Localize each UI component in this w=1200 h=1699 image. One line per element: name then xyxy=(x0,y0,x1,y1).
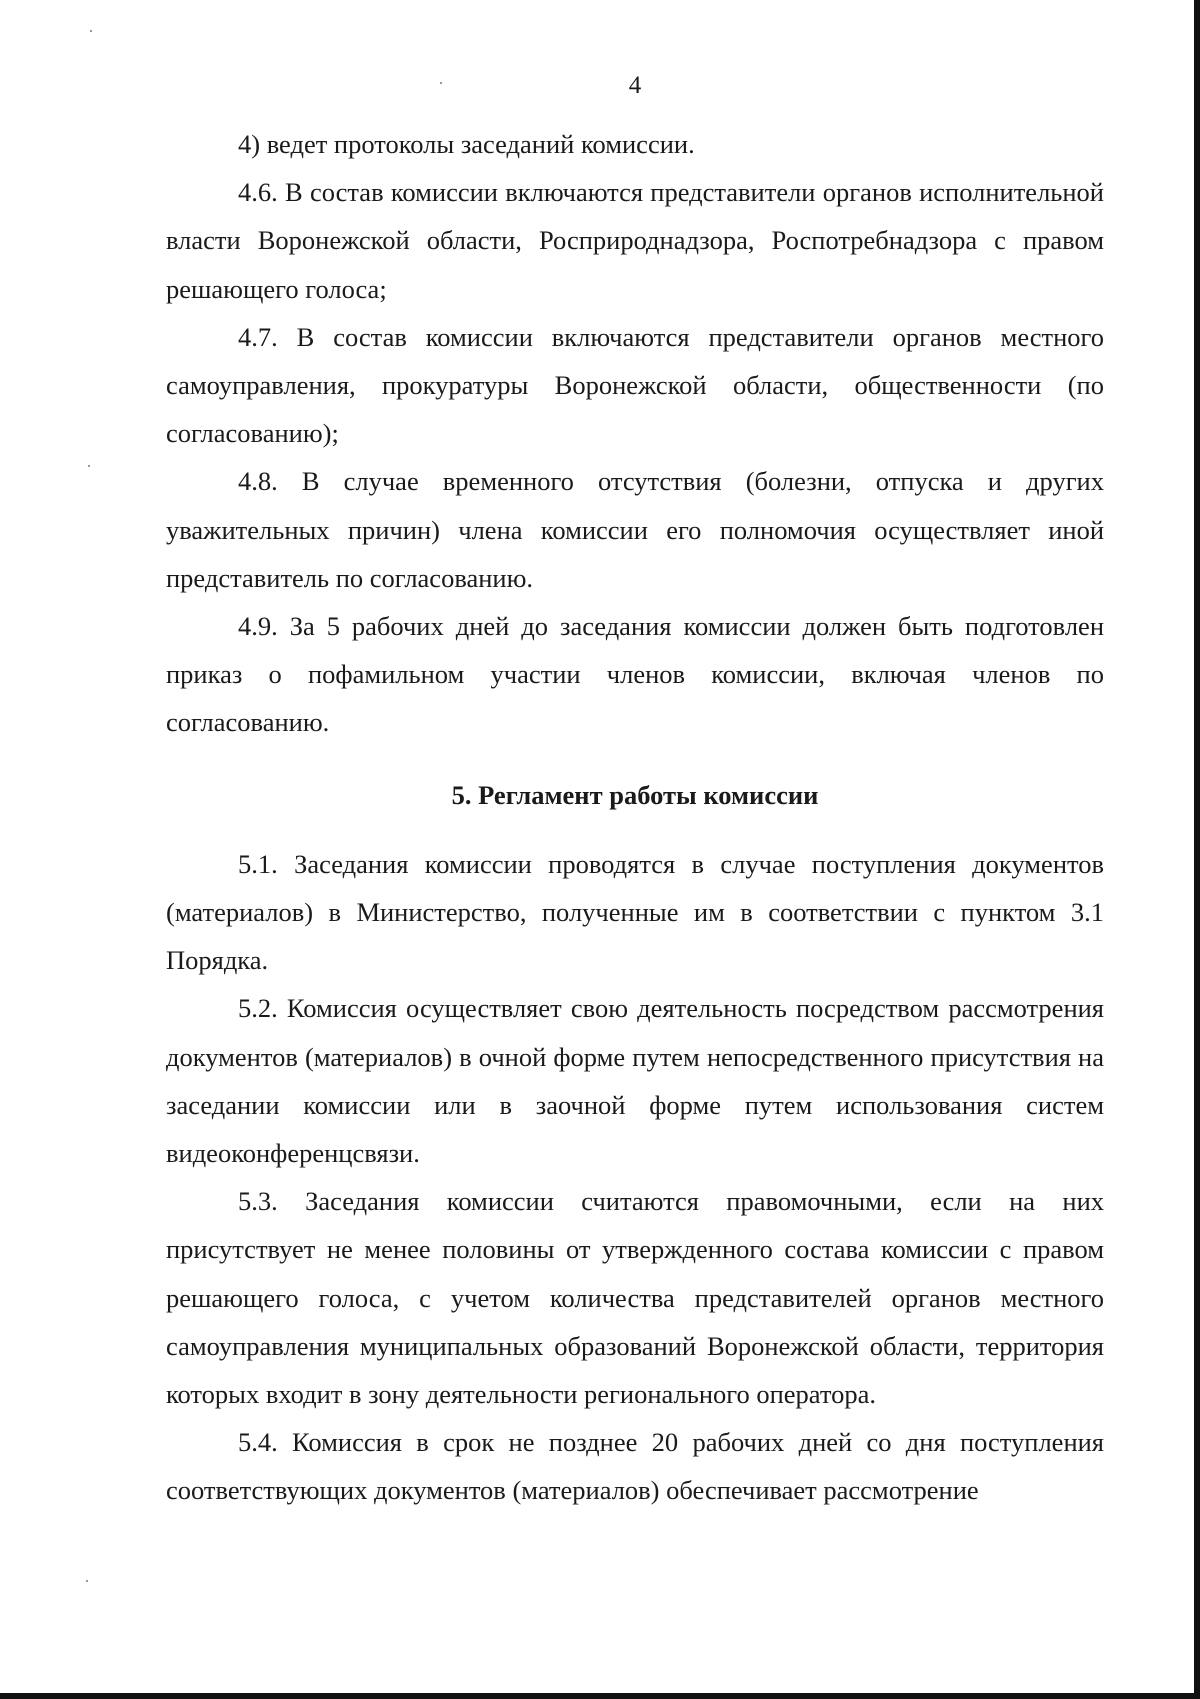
page-number: 4 xyxy=(628,72,642,99)
paragraph-4-8: 4.8. В случае временного отсутствия (болезни, отпуска и других уважительных причин) члена комиссии его полномочия осуществляет иной представитель по согласованию. xyxy=(166,466,1104,593)
paragraph-5-4: 5.4. Комиссия в срок не позднее 20 рабочих дней со дня поступления соответствующих документов (материалов) обеспечивает рассмотрение xyxy=(166,1427,1104,1506)
section-5-heading: 5. Регламент работы комиссии xyxy=(451,779,819,810)
scan-speck xyxy=(90,30,92,32)
paragraph-5-2: 5.2. Комиссия осуществляет свою деятельность посредством рассмотрения документов (материалов) в очной форме путем непосредственного присутствия на заседании комиссии или в заочной форме путем использования систем видеоконференцсвязи. xyxy=(166,993,1104,1169)
paragraph-4-7: 4.7. В состав комиссии включаются представители органов местного самоуправления, прокуратуры Воронежской области, общественности (по согласованию); xyxy=(166,321,1104,449)
paragraph-4-9: 4.9. За 5 рабочих дней до заседания комиссии должен быть подготовлен приказ о пофамильном участии членов комиссии, включая членов по согласованию. xyxy=(166,611,1104,738)
paragraph-4-4: 4) ведет протоколы заседаний комиссии. xyxy=(238,129,695,159)
document-body xyxy=(166,120,1104,1515)
paragraph-5-1: 5.1. Заседания комиссии проводятся в случае поступления документов (материалов) в Министерство, полученные им в соответствии с пунктом 3.1 Порядка. xyxy=(166,848,1104,976)
paragraph-5-3: 5.3. Заседания комиссии считаются правомочными, если на них присутствует не менее половины от утвержденного состава комиссии с правом решающего голоса, с учетом количества представителей органов местного самоуправления муниципальных образований Воронежской области, территория которых входит в зону деятельности регионального оператора. xyxy=(166,1186,1104,1410)
scan-speck xyxy=(88,465,90,467)
scan-speck xyxy=(86,1580,88,1582)
paragraph-4-6: 4.6. В состав комиссии включаются представители органов исполнительной власти Воронежской области, Росприроднадзора, Роспотребнадзора с правом решающего голоса; xyxy=(166,177,1104,304)
scan-speck xyxy=(440,82,442,84)
